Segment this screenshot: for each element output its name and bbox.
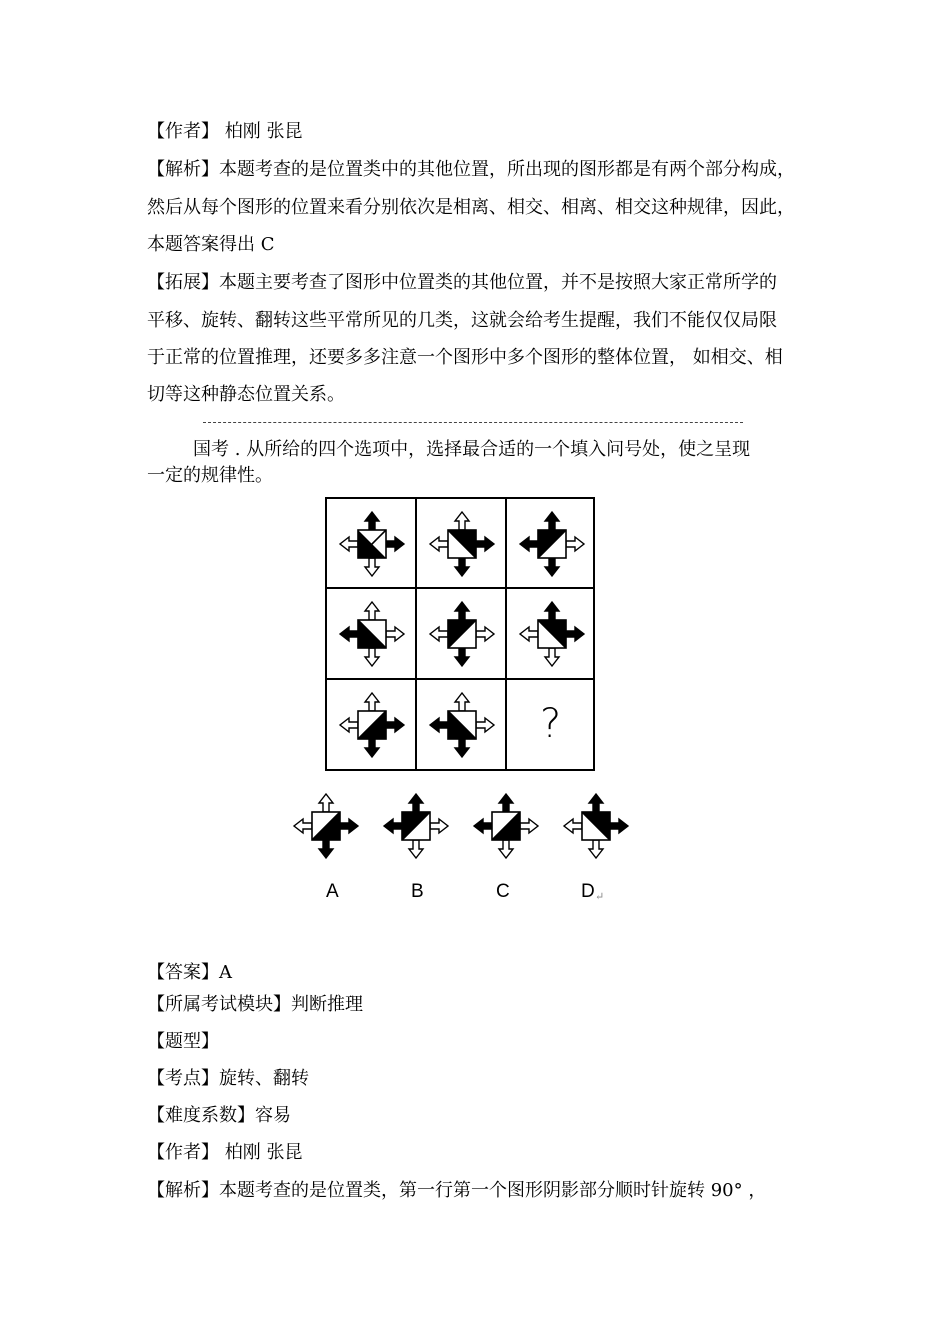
option-a-label: A: [326, 881, 339, 902]
arrow-up-hollow-icon: [455, 693, 469, 711]
puzzle-cell-r2c2: [417, 589, 507, 679]
arrow-right-solid-icon: [340, 819, 358, 833]
arrow-up-hollow-icon: [319, 794, 333, 812]
answer-line: 【答案】A: [147, 962, 232, 983]
arrow-square-figure: [290, 790, 362, 862]
arrow-square-figure: [516, 598, 588, 670]
arrow-down-solid-icon: [455, 558, 469, 576]
arrow-left-solid-icon: [340, 627, 358, 641]
arrow-square-figure: [426, 508, 498, 580]
puzzle-cell-r1c2: [417, 499, 507, 589]
arrow-right-hollow-icon: [386, 627, 404, 641]
option-c-label: C: [496, 881, 510, 902]
arrow-right-solid-icon: [566, 627, 584, 641]
arrow-right-hollow-icon: [476, 718, 494, 732]
arrow-down-hollow-icon: [545, 648, 559, 666]
puzzle-cell-r1c1: [327, 499, 417, 589]
arrow-square-figure: [336, 689, 408, 761]
option-b-label: B: [411, 881, 424, 902]
arrow-right-hollow-icon: [566, 537, 584, 551]
option-c-figure[interactable]: [470, 790, 542, 862]
difficulty-line: 【难度系数】容易: [147, 1105, 291, 1126]
arrow-square-figure: [380, 790, 452, 862]
arrow-square-figure: [336, 508, 408, 580]
prev-extension-line-2: 平移、旋转、翻转这些平常所见的几类，这就会给考生提醒，我们不能仅仅局限: [147, 310, 777, 331]
arrow-up-solid-icon: [499, 794, 513, 812]
puzzle-cell-missing: [507, 680, 597, 770]
puzzle-cell-r2c1: [327, 589, 417, 679]
arrow-down-hollow-icon: [589, 840, 603, 858]
arrow-up-hollow-icon: [365, 602, 379, 620]
arrow-left-solid-icon: [474, 819, 492, 833]
arrow-square-figure: [336, 598, 408, 670]
module-line: 【所属考试模块】判断推理: [147, 994, 363, 1015]
arrow-down-solid-icon: [455, 648, 469, 666]
type-line: 【题型】: [147, 1031, 219, 1052]
arrow-up-solid-icon: [455, 602, 469, 620]
arrow-down-hollow-icon: [499, 840, 513, 858]
arrow-square-figure: [560, 790, 632, 862]
arrow-square-figure: [426, 598, 498, 670]
arrow-right-hollow-icon: [430, 819, 448, 833]
prev-extension-line-3: 于正常的位置推理，还要多多注意一个图形中多个图形的整体位置， 如相交、相: [147, 347, 783, 368]
arrow-down-hollow-icon: [365, 558, 379, 576]
prev-analysis-line-1: 【解析】本题考查的是位置类中的其他位置，所出现的图形都是有两个部分构成，: [147, 159, 795, 180]
prev-analysis-line-3: 本题答案得出 C: [147, 234, 275, 255]
prev-analysis-line-2: 然后从每个图形的位置来看分别依次是相离、相交、相离、相交这种规律，因此，: [147, 197, 795, 218]
puzzle-cell-r3c1: [327, 680, 417, 770]
option-d-figure[interactable]: [560, 790, 632, 862]
arrow-left-hollow-icon: [340, 537, 358, 551]
author-line: 【作者】 柏刚 张昆: [147, 1142, 303, 1163]
arrow-left-solid-icon: [384, 819, 402, 833]
arrow-down-hollow-icon: [409, 840, 423, 858]
question-mark: ?: [540, 701, 562, 747]
arrow-square-figure: [470, 790, 542, 862]
arrow-up-solid-icon: [589, 794, 603, 812]
arrow-down-solid-icon: [319, 840, 333, 858]
arrow-left-hollow-icon: [430, 537, 448, 551]
arrow-up-solid-icon: [545, 512, 559, 530]
puzzle-cell-r3c2: [417, 680, 507, 770]
arrow-up-hollow-icon: [455, 512, 469, 530]
arrow-down-solid-icon: [365, 739, 379, 757]
arrow-up-hollow-icon: [365, 693, 379, 711]
arrow-right-solid-icon: [386, 537, 404, 551]
arrow-left-hollow-icon: [430, 627, 448, 641]
arrow-up-solid-icon: [409, 794, 423, 812]
analysis-line: 【解析】本题考查的是位置类，第一行第一个图形阴影部分顺时针旋转 90° ，: [147, 1180, 767, 1201]
points-line: 【考点】旋转、翻转: [147, 1068, 309, 1089]
arrow-down-solid-icon: [455, 739, 469, 757]
arrow-up-solid-icon: [365, 512, 379, 530]
arrow-left-hollow-icon: [564, 819, 582, 833]
prev-extension-line-4: 切等这种静态位置关系。: [147, 384, 345, 405]
arrow-left-hollow-icon: [294, 819, 312, 833]
arrow-down-solid-icon: [545, 558, 559, 576]
puzzle-grid: [325, 497, 595, 771]
question-stem-line-1: 国考 . 从所给的四个选项中，选择最合适的一个填入问号处，使之呈现: [193, 439, 751, 460]
arrow-left-hollow-icon: [340, 718, 358, 732]
arrow-right-solid-icon: [610, 819, 628, 833]
arrow-left-solid-icon: [430, 718, 448, 732]
option-d-label: D: [581, 881, 595, 902]
return-mark-icon: ↵: [595, 890, 605, 903]
puzzle-cell-r1c3: [507, 499, 597, 589]
arrow-right-hollow-icon: [520, 819, 538, 833]
arrow-up-solid-icon: [545, 602, 559, 620]
option-a-figure[interactable]: [290, 790, 362, 862]
arrow-left-hollow-icon: [520, 627, 538, 641]
arrow-down-hollow-icon: [365, 648, 379, 666]
question-stem-line-2: 一定的规律性。: [147, 465, 273, 486]
arrow-square-figure: [516, 508, 588, 580]
prev-extension-line-1: 【拓展】本题主要考查了图形中位置类的其他位置，并不是按照大家正常所学的: [147, 272, 777, 293]
option-b-figure[interactable]: [380, 790, 452, 862]
prev-author-line: 【作者】 柏刚 张昆: [147, 121, 303, 142]
arrow-right-solid-icon: [476, 537, 494, 551]
arrow-square-figure: [426, 689, 498, 761]
section-separator: [203, 422, 743, 423]
arrow-right-hollow-icon: [476, 627, 494, 641]
arrow-left-solid-icon: [520, 537, 538, 551]
puzzle-cell-r2c3: [507, 589, 597, 679]
arrow-right-solid-icon: [386, 718, 404, 732]
